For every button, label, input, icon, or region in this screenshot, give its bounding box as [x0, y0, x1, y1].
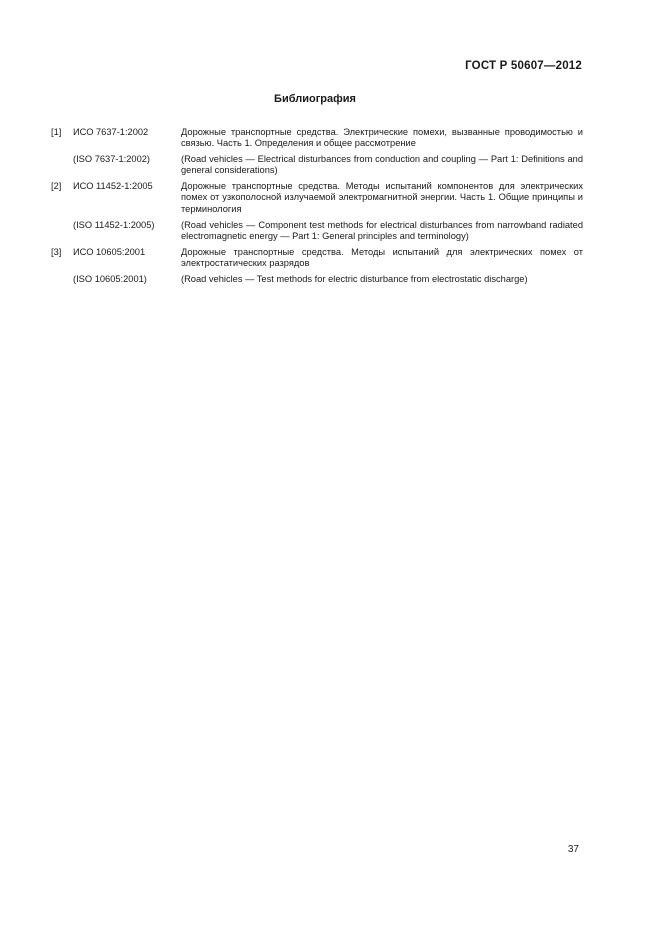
- bibliography-entry: [51, 181, 583, 215]
- entry-number: [2]: [51, 181, 62, 192]
- bibliography-entry-translation: [51, 274, 583, 285]
- entry-reference: (ISO 10605:2001): [73, 273, 147, 284]
- standard-code: ГОСТ Р 50607—2012: [465, 60, 582, 72]
- entry-description: Дорожные транспортные средства. Электрические помехи, вызванные проводимостью и связью. Часть 1. Определения и общее рассмотрение: [181, 127, 583, 149]
- entry-reference: ИСО 7637-1:2002: [73, 127, 149, 137]
- entry-description: (Road vehicles — Component test methods for electrical disturbances from narrowband radiated electromagnetic energy — Part 1: General principles and terminology): [181, 219, 583, 241]
- bibliography-entry: [51, 127, 583, 150]
- bibliography-entry-translation: [51, 154, 583, 177]
- entry-reference: (ISO 7637-1:2002): [73, 154, 151, 165]
- entry-reference: ИСО 11452-1:2005: [73, 181, 153, 192]
- entry-description: Дорожные транспортные средства. Методы испытаний для электрических помех от электростатических разрядов: [181, 246, 583, 268]
- page-title: Библиография: [274, 93, 356, 105]
- bibliography-list: [51, 127, 583, 290]
- entry-number: [1]: [51, 127, 62, 137]
- bibliography-entry-translation: [51, 220, 583, 243]
- bibliography-entry: [51, 247, 583, 270]
- entry-reference: (ISO 11452-1:2005): [73, 219, 155, 230]
- entry-reference: ИСО 10605:2001: [73, 246, 146, 257]
- entry-description: (Road vehicles — Test methods for electric disturbance from electrostatic discharge): [181, 273, 528, 284]
- entry-description: Дорожные транспортные средства. Методы испытаний компонентов для электрических помех от узкополосной излучаемой электромагнитной энергии. Часть 1. Общие принципы и терминология: [181, 181, 583, 214]
- entry-number: [3]: [51, 246, 62, 257]
- entry-description: (Road vehicles — Electrical disturbances from conduction and coupling — Part 1: Definitions and general considerations): [181, 154, 583, 176]
- page-number: 37: [567, 844, 579, 855]
